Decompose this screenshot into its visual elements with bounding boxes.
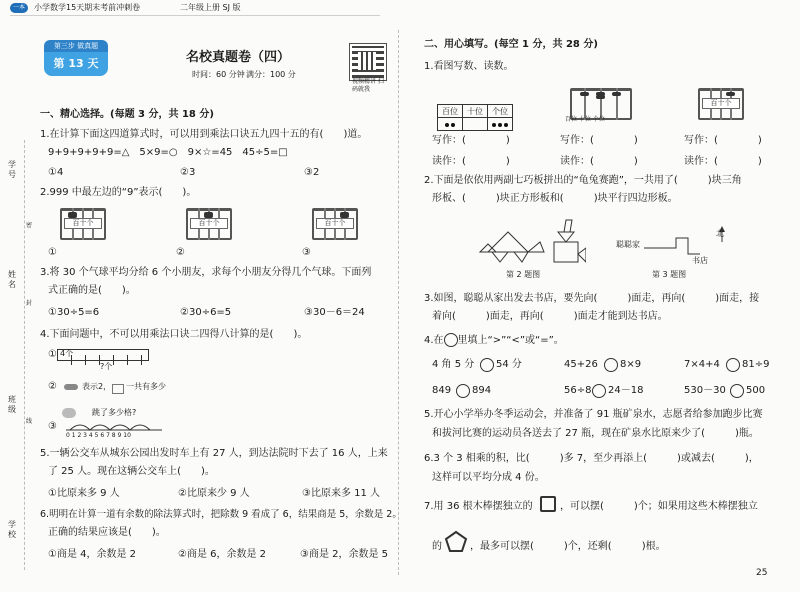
q5-option-b: ②比原来少 9 人 bbox=[178, 488, 250, 499]
q1-stem: 1.在计算下面这四道算式时，可以用到乘法口诀五九四十五的有( )道。 bbox=[40, 129, 368, 140]
abacus-q1-3: 百十个 bbox=[698, 88, 744, 122]
q4-option-c-text: 跳了多少格? bbox=[92, 408, 137, 417]
bucket-icon bbox=[64, 384, 78, 390]
s2-q2-stem: 2.下面是依依用两副七巧板拼出的“龟兔赛跑”，一共用了( )块三角 bbox=[424, 175, 742, 186]
tangram-turtle bbox=[478, 222, 548, 264]
binding-strip bbox=[4, 140, 25, 570]
s2-q5-stem-2: 和拔河比赛的运动员各送去了 27 瓶，现在矿泉水比原来少了( )瓶。 bbox=[432, 428, 759, 439]
fig2-caption: 第 2 题图 bbox=[506, 270, 541, 279]
q3-option-a: ①30÷5=6 bbox=[48, 307, 100, 318]
q3-stem: 3.将 30 个气球平均分给 6 个小朋友，求每个小朋友分得几个气球。下面列 bbox=[40, 267, 372, 278]
s2-q3-stem-2: 着向( )面走，再向( )面走才能到达书店。 bbox=[432, 311, 668, 322]
brand-logo-text: 一本 bbox=[13, 4, 26, 11]
q2-stem: 2.999 中最左边的“9”表示( )。 bbox=[40, 187, 197, 198]
store-label: 书店 bbox=[692, 256, 708, 265]
north-label: 北 bbox=[716, 229, 724, 238]
s2-q7-stem2-a: 的 bbox=[432, 541, 442, 552]
cmp-2-circle[interactable] bbox=[604, 358, 618, 372]
q5-option-c: ③比原来多 11 人 bbox=[302, 488, 381, 499]
q6-option-b: ②商是 6，余数是 2 bbox=[178, 549, 267, 560]
step-label: 第三步 做真题 bbox=[44, 40, 108, 52]
q4-stem: 4.下面问题中，不可以用乘法口诀二四得八计算的是( )。 bbox=[40, 329, 308, 340]
bucket-icon-2 bbox=[112, 384, 124, 394]
q2-option-c: ③ bbox=[302, 247, 311, 258]
abacus-option-3: 百十个 bbox=[312, 208, 358, 242]
line-label: 线 bbox=[26, 418, 33, 425]
q4-option-b-question: 一共有多少 bbox=[126, 382, 166, 391]
cmp-1-left: 4 角 5 分 bbox=[432, 359, 475, 370]
cmp-1-circle[interactable] bbox=[480, 358, 494, 372]
s2-q6-stem-2: 这样可以平均分成 4 份。 bbox=[432, 472, 545, 483]
q3-option-c: ③30－6＝24 bbox=[304, 307, 365, 318]
cmp-6-right: 500 bbox=[746, 385, 766, 396]
q4-option-b-text: 表示2， bbox=[82, 382, 112, 391]
fig3-caption: 第 3 题图 bbox=[652, 270, 687, 279]
cmp-5-right: 24－18 bbox=[608, 385, 644, 396]
s2-q2-stem-2: 形板、( )块正方形板和( )块平行四边形板。 bbox=[432, 193, 678, 204]
s2-q1-stem: 1.看图写数、读数。 bbox=[424, 61, 514, 72]
compare-circle-icon bbox=[444, 333, 458, 347]
edition-label: 二年级上册 SJ 版 bbox=[180, 3, 241, 12]
score-label: 满分：100 分 bbox=[246, 70, 296, 79]
read-blank-2: 读作：( ) bbox=[560, 156, 638, 167]
s2-q3-stem: 3.如图，聪聪从家出发去书店，要先向( )面走，再向( )面走，接 bbox=[424, 293, 760, 304]
write-blank-2: 写作：( ) bbox=[560, 135, 638, 146]
q6-option-c: ③商是 2，余数是 5 bbox=[300, 549, 389, 560]
qr-caption: 视频精讲 扫码就我 bbox=[352, 78, 384, 93]
q4-option-a-label: ① bbox=[48, 349, 57, 360]
cmp-3-left: 7×4+4 bbox=[684, 359, 720, 370]
class-label: 班级 bbox=[8, 395, 16, 414]
cmp-2-left: 45+26 bbox=[564, 359, 598, 370]
cmp-4-right: 894 bbox=[472, 385, 492, 396]
s2-q7-stem-mid: ，可以摆( )个；如果用这些木棒摆独立 bbox=[560, 501, 758, 512]
brand-logo bbox=[10, 3, 28, 13]
cmp-5-circle[interactable] bbox=[592, 384, 606, 398]
q2-option-a: ① bbox=[48, 247, 57, 258]
write-blank-1: 写作：( ) bbox=[432, 135, 510, 146]
q6-stem: 6.明明在计算一道有余数的除法算式时，把除数 9 看成了 6，结果商是 5，余数是 2。 bbox=[40, 509, 402, 520]
q6-stem-2: 正确的结果应该是( )。 bbox=[48, 527, 166, 538]
cmp-5-left: 56÷8 bbox=[564, 385, 592, 396]
paper-title: 名校真题卷（四） bbox=[186, 50, 291, 65]
q5-stem: 5.一辆公交车从城东公园出发时车上有 27 人，到达法院时下去了 16 人，上来 bbox=[40, 448, 388, 459]
page-number: 25 bbox=[756, 568, 768, 578]
qr-code bbox=[350, 44, 386, 80]
abacus-q1-2-label: 百位 十位 个位 bbox=[565, 116, 605, 123]
q1-expressions: 9+9+9+9+9=△ 5×9=○ 9×☆=45 45÷5=□ bbox=[48, 147, 288, 158]
school-label: 学校 bbox=[8, 520, 16, 539]
square-icon bbox=[540, 496, 556, 512]
time-label: 时间：60 分钟 bbox=[192, 70, 245, 79]
section2-heading: 二、用心填写。(每空 1 分，共 28 分) bbox=[424, 39, 598, 50]
q3-option-b: ②30÷6=5 bbox=[180, 307, 232, 318]
q4-bar-label: 4个 bbox=[60, 349, 74, 358]
cmp-6-circle[interactable] bbox=[730, 384, 744, 398]
read-blank-1: 读作：( ) bbox=[432, 156, 510, 167]
student-id-label: 学号 bbox=[8, 160, 16, 179]
home-label: 聪聪家 bbox=[616, 240, 640, 249]
cmp-4-left: 849 bbox=[432, 385, 452, 396]
name-label: 姓名 bbox=[8, 270, 16, 289]
abacus-option-1: 百十个 bbox=[60, 208, 106, 242]
header-rule bbox=[10, 15, 380, 16]
series-title: 小学数学15天期末考前冲刺卷 bbox=[34, 3, 141, 12]
q4-option-b-label: ② bbox=[48, 381, 57, 392]
q1-option-b: ②3 bbox=[180, 167, 196, 178]
place-value-table: 百位 十位 个位 bbox=[437, 104, 513, 131]
cmp-3-circle[interactable] bbox=[726, 358, 740, 372]
s2-q5-stem: 5.开心小学举办冬季运动会，并准备了 91 瓶矿泉水，志愿者给参加跑步比赛 bbox=[424, 409, 763, 420]
step-badge bbox=[44, 40, 108, 78]
q5-option-a: ①比原来多 9 人 bbox=[48, 488, 120, 499]
tangram-rabbit bbox=[546, 218, 586, 268]
cmp-4-circle[interactable] bbox=[456, 384, 470, 398]
write-blank-3: 写作：( ) bbox=[684, 135, 762, 146]
read-blank-3: 读作：( ) bbox=[684, 156, 762, 167]
q4-option-c-label: ③ bbox=[48, 421, 57, 432]
day-label: 第 13 天 bbox=[44, 52, 108, 76]
cmp-1-right: 54 分 bbox=[496, 359, 522, 370]
q3-stem-2: 式正确的是( )。 bbox=[48, 285, 136, 296]
number-line-ticks: 0 1 2 3 4 5 6 7 8 9 10 bbox=[66, 432, 131, 439]
s2-q7-stem2-b: ，最多可以摆( )个，还剩( )根。 bbox=[470, 541, 666, 552]
s2-q7-stem: 7.用 36 根木棒摆独立的 bbox=[424, 501, 533, 512]
abacus-option-2: 百十个 bbox=[186, 208, 232, 242]
cmp-3-right: 81÷9 bbox=[742, 359, 770, 370]
q1-option-a: ①4 bbox=[48, 167, 64, 178]
q4-bar-question: ?个 bbox=[100, 362, 113, 371]
q1-option-c: ③2 bbox=[304, 167, 320, 178]
route-map bbox=[640, 224, 740, 264]
q6-option-a: ①商是 4，余数是 2 bbox=[48, 549, 137, 560]
cmp-2-right: 8×9 bbox=[620, 359, 642, 370]
s2-q6-stem: 6.3 个 3 相乘的积，比( )多 7，至少再添上( )或减去( )， bbox=[424, 453, 759, 464]
column-divider bbox=[398, 30, 399, 575]
seal-label-2: 封 bbox=[26, 300, 33, 307]
seal-label: 密 bbox=[26, 222, 33, 229]
q2-option-b: ② bbox=[176, 247, 185, 258]
cmp-6-left: 530－30 bbox=[684, 385, 726, 396]
s2-q4-stem: 4.在 里填上“>”“<”或“=”。 bbox=[424, 335, 564, 346]
pentagon-icon bbox=[444, 530, 468, 554]
frog-icon bbox=[62, 408, 76, 418]
section1-heading: 一、精心选择。(每题 3 分，共 18 分) bbox=[40, 109, 214, 120]
q5-stem-2: 了 25 人。现在这辆公交车上( )。 bbox=[48, 466, 215, 477]
